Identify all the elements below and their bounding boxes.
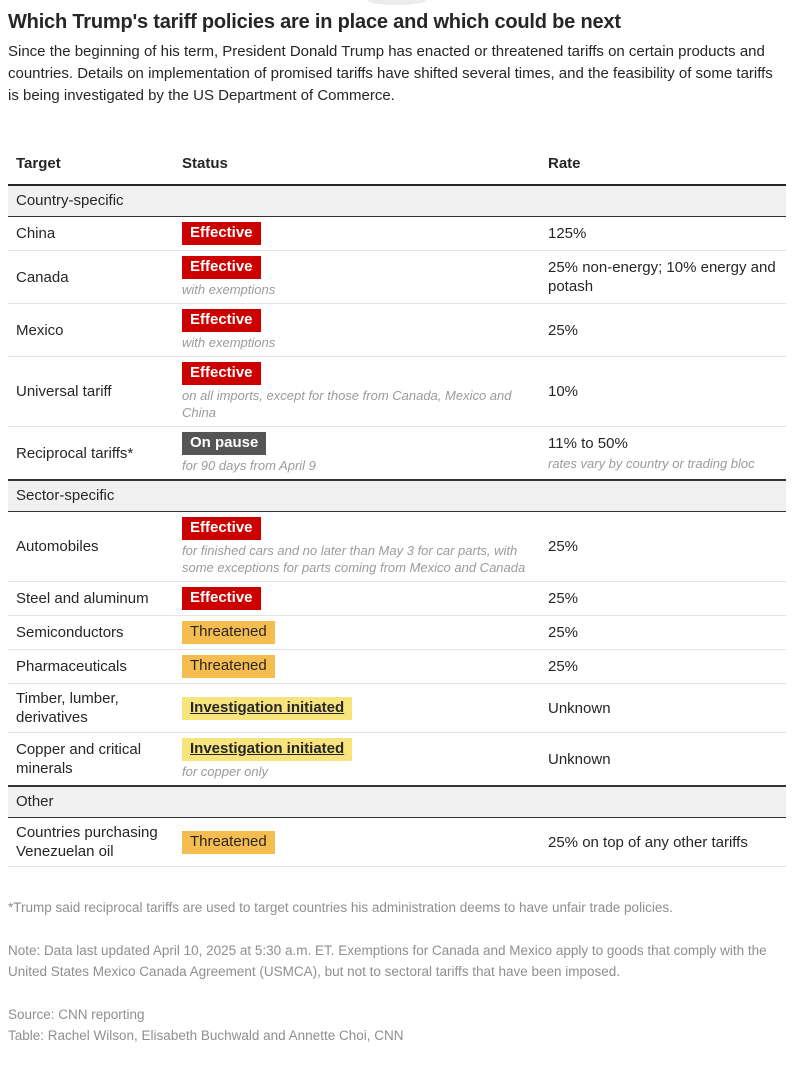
status-cell (174, 357, 540, 427)
rate-cell (540, 512, 786, 582)
table-row (8, 684, 786, 733)
rate-cell (540, 684, 786, 733)
rate-cell (540, 357, 786, 427)
page-top-artifact (368, 0, 426, 5)
rate-value: 25% (548, 321, 579, 339)
tariff-table (8, 147, 786, 867)
table-row (8, 427, 786, 481)
status-note: on all imports, except for those from Canada, Mexico and China (182, 388, 512, 420)
status-cell (174, 650, 540, 684)
status-cell (174, 427, 540, 481)
rate-value: 11% to 50% (548, 435, 628, 452)
section-label: Country-specific (8, 185, 786, 217)
footnote-source: Source: CNN reporting (8, 1007, 145, 1022)
rate-note: rates vary by country or trading bloc (548, 456, 755, 471)
rate-cell (540, 251, 786, 304)
status-badge-effective: Effective (182, 517, 261, 540)
target-cell: Countries purchasing Venezuelan oil (8, 818, 174, 867)
table-row (8, 616, 786, 650)
rate-cell (540, 818, 786, 867)
status-badge-effective: Effective (182, 309, 261, 332)
column-header-rate: Rate (540, 147, 786, 185)
table-row (8, 217, 786, 251)
section-label: Other (8, 786, 786, 818)
footnote-credit: Table: Rachel Wilson, Elisabeth Buchwald and Annette Choi, CNN (8, 1028, 404, 1043)
status-cell (174, 733, 540, 787)
footnote-reciprocal-definition: *Trump said reciprocal tariffs are used to target countries his administration deems to have unfair trade policies. (8, 900, 673, 915)
target-cell: Reciprocal tariffs* (8, 427, 174, 481)
status-cell (174, 304, 540, 357)
status-note: for finished cars and no later than May 3 for car parts, with some exceptions for parts coming from Mexico and Canada (182, 543, 526, 575)
footnote-data-note: Note: Data last updated April 10, 2025 at 5:30 a.m. ET. Exemptions for Canada and Mexico apply to goods that comply with the United States Mexico Canada Agreement (USMCA), but not to sectoral tariffs that have been imposed. (8, 943, 767, 979)
table-row (8, 582, 786, 616)
table-row (8, 304, 786, 357)
status-badge-effective: Effective (182, 256, 261, 279)
status-cell (174, 582, 540, 616)
rate-value: Unknown (548, 699, 611, 717)
table-row (8, 733, 786, 787)
rate-value: 10% (548, 383, 579, 400)
status-badge-effective: Effective (182, 362, 261, 385)
status-badge-investigation[interactable]: Investigation initiated (182, 697, 352, 720)
rate-cell (540, 650, 786, 684)
rate-value: 25% (548, 658, 579, 675)
status-cell (174, 818, 540, 867)
target-cell: Canada (8, 251, 174, 304)
table-row (8, 512, 786, 582)
table-row (8, 251, 786, 304)
status-badge-effective: Effective (182, 222, 261, 245)
status-cell (174, 684, 540, 733)
status-cell (174, 512, 540, 582)
target-cell: Semiconductors (8, 616, 174, 650)
target-cell: China (8, 217, 174, 251)
section-header-row (8, 786, 786, 818)
section-header-row (8, 480, 786, 512)
status-cell (174, 616, 540, 650)
status-badge-threatened: Threatened (182, 655, 275, 678)
page-description: Since the beginning of his term, President Donald Trump has enacted or threatened tariffs on certain products and countries. Details on implementation of promised tariffs have shifted several times, and the feasibility of some tariffs is being investigated by the US Department of Commerce. (8, 43, 773, 104)
rate-cell (540, 733, 786, 787)
target-cell: Pharmaceuticals (8, 650, 174, 684)
rate-value: 25% (548, 590, 579, 607)
target-cell: Steel and aluminum (8, 582, 174, 616)
rate-value: 25% on top of any other tariffs (548, 833, 748, 851)
column-header-status: Status (174, 147, 540, 185)
status-note: for copper only (182, 764, 268, 779)
rate-cell (540, 304, 786, 357)
status-note: with exemptions (182, 282, 276, 297)
column-header-target: Target (8, 147, 174, 185)
table-header-row (8, 147, 786, 185)
rate-value: 25% non-energy; 10% energy and potash (548, 259, 776, 295)
rate-cell (540, 616, 786, 650)
rate-value: 25% (548, 624, 579, 641)
target-cell: Mexico (8, 304, 174, 357)
rate-value: 125% (548, 225, 587, 242)
rate-cell (540, 217, 786, 251)
rate-value: 25% (548, 538, 579, 555)
status-badge-threatened: Threatened (182, 831, 275, 854)
status-badge-effective: Effective (182, 587, 261, 610)
page-title: Which Trump's tariff policies are in place and which could be next (8, 11, 621, 33)
status-cell (174, 251, 540, 304)
target-cell: Universal tariff (8, 357, 174, 427)
status-cell (174, 217, 540, 251)
status-badge-investigation[interactable]: Investigation initiated (182, 738, 352, 761)
status-note: with exemptions (182, 335, 276, 350)
section-header-row (8, 185, 786, 217)
rate-cell (540, 427, 786, 481)
target-cell: Automobiles (8, 512, 174, 582)
rate-cell (540, 582, 786, 616)
status-badge-on-pause: On pause (182, 432, 266, 455)
target-cell: Timber, lumber, derivatives (8, 684, 174, 733)
rate-value: Unknown (548, 750, 611, 768)
status-badge-threatened: Threatened (182, 621, 275, 644)
target-cell: Copper and critical minerals (8, 733, 174, 787)
status-note: for 90 days from April 9 (182, 458, 316, 473)
table-row (8, 818, 786, 867)
table-row (8, 357, 786, 427)
section-label: Sector-specific (8, 480, 786, 512)
table-row (8, 650, 786, 684)
